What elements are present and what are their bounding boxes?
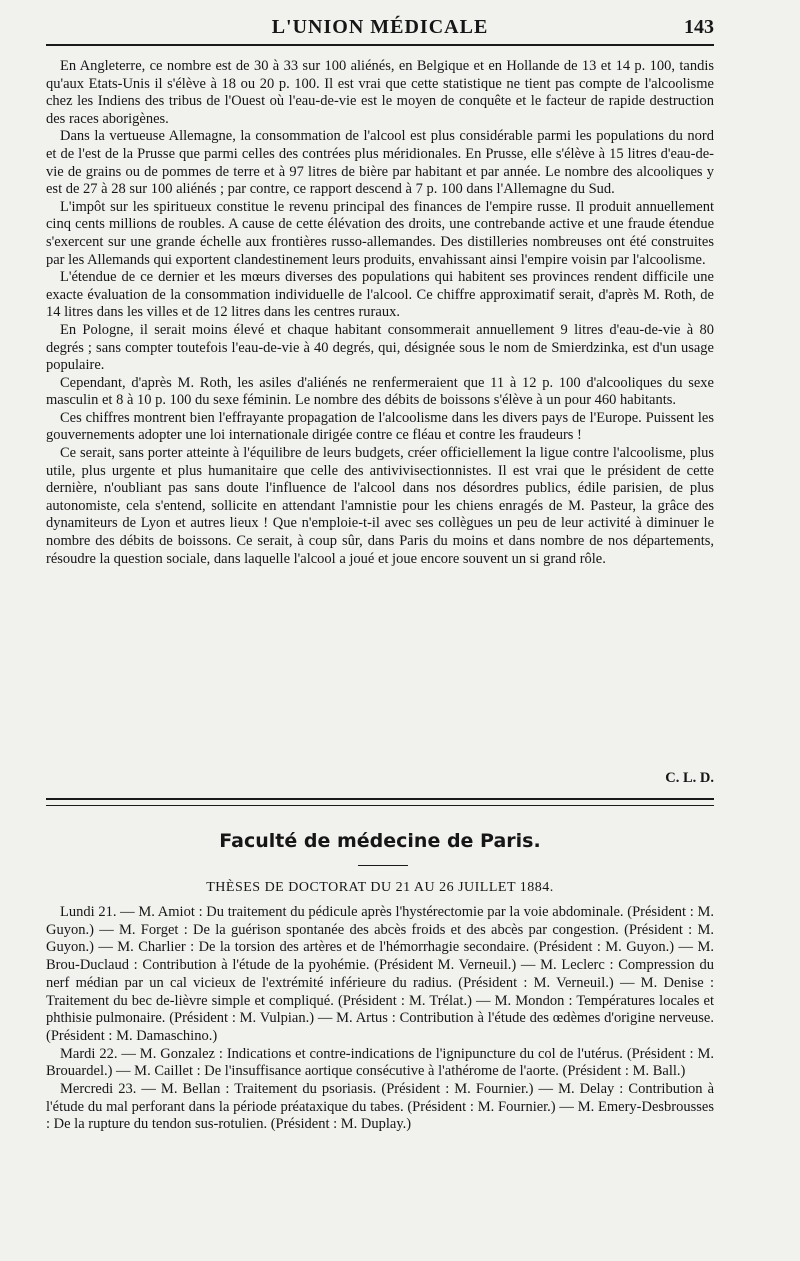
theses-entry: Mardi 22. — M. Gonzalez : Indications et contre-indications de l'ignipuncture du col de l'utérus. (Président : M. Brouardel.) — M. Caillet : De l'insuffisance aortique consécutive à l'athérome de l'aorte. (Président : M. Ball.): [46, 1045, 714, 1080]
page-header: [46, 10, 714, 44]
paragraph: En Angleterre, ce nombre est de 30 à 33 sur 100 aliénés, en Belgique et en Hollande de 13 et 14 p. 100, tandis qu'aux Etats-Unis il s'élève à 18 ou 20 p. 100. Il est vrai que cette statistique ne tient pas compte de l'alcoolisme chez les Indiens des tribus de l'Ouest où l'eau-de-vie est le moyen de conquête et le facteur de rapide destruction des races aborigènes.: [46, 58, 714, 127]
section-title: Faculté de médecine de Paris.: [219, 830, 541, 852]
paragraph: L'impôt sur les spiritueux constitue le revenu principal des finances de l'empire russe. Il produit annuellement cinq cents millions de roubles. A cause de cette élévation des droits, une contrebande active et une fraude étendue s'exercent sur une grande échelle aux frontières russo-allemandes. Des distilleries nombreuses ont été construites par les Allemands qui exportent clandestinement leurs produits, envahissant ainsi l'empire voisin par l'alcoolisme.: [46, 198, 714, 268]
paragraph: Cependant, d'après M. Roth, les asiles d'aliénés ne renfermeraient que 11 à 12 p. 100 d'alcooliques du sexe masculin et 8 à 10 p. 100 du sexe féminin. Le nombre des débits de boissons s'élève à un pour 460 habitants.: [46, 374, 714, 409]
theses-entry: Lundi 21. — M. Amiot : Du traitement du pédicule après l'hystérectomie par la voie abdominale. (Président : M. Guyon.) — M. Forget : De la guérison spontanée des abcès froids et des abcès par congestion. (Président : M. Guyon.) — M. Charlier : De la torsion des artères et de l'hémorrhagie secondaire. (Président : M. Guyon.) — M. Brou-Duclaud : Contribution à l'étude de la pyohémie. (Président M. Verneuil.) — M. Leclerc : Compression du nerf médian par un cal vicieux de l'extrémité inférieure du radius. (Président : M. Verneuil.) — M. Denise : Traitement du bec de-lièvre simple et compliqué. (Président : M. Trélat.) — M. Mondon : Températures locales et phthisie pulmonaire. (Président : M. Vulpian.) — M. Artus : Contribution à l'étude des œdèmes d'origine nerveuse. (Président : M. Damaschino.): [46, 904, 714, 1044]
theses-list: [46, 904, 714, 1134]
title-underline: [358, 865, 408, 866]
paragraph: L'étendue de ce dernier et les mœurs diverses des populations qui habitent ses provinces rendent difficile une exacte évaluation de la consommation individuelle de l'alcool. Ce chiffre approximatif serait, d'après M. Roth, de 14 litres dans les villes et de 12 litres dans les centres ruraux.: [46, 269, 714, 321]
theses-subheading: THÈSES DE DOCTORAT DU 21 AU 26 JUILLET 1884.: [206, 880, 554, 895]
section-divider: [46, 798, 714, 806]
article-body: [46, 58, 714, 568]
page-number: 143: [684, 16, 714, 38]
paragraph: Dans la vertueuse Allemagne, la consommation de l'alcool est plus considérable parmi les populations du nord et de l'est de la Prusse que parmi celles des contrées plus méridionales. En Prusse, elle s'élève à 15 litres d'eau-de-vie de grains ou de pommes de terre et à 97 litres de bière par habitant et par année. Le nombre des alcooliques y est de 27 à 28 sur 100 aliénés ; par contre, ce rapport descend à 7 p. 100 dans l'Allemagne du Sud.: [46, 128, 714, 198]
article-signature: C. L. D.: [665, 770, 714, 786]
paragraph: En Pologne, il serait moins élevé et chaque habitant consommerait annuellement 9 litres d'eau-de-vie à 80 degrés ; sans compter toutefois l'eau-de-vie à 40 degrés, qui, désignée sous le nom de Smierdzinka, est d'un usage populaire.: [46, 321, 714, 374]
running-title: L'UNION MÉDICALE: [271, 16, 489, 38]
paragraph: Ces chiffres montrent bien l'effrayante propagation de l'alcoolisme dans les divers pays de l'Europe. Puissent les gouvernements adopter une loi internationale dirigée contre ce fléau et contre les fraudeurs !: [46, 409, 714, 444]
header-rule: [46, 44, 714, 46]
paragraph: Ce serait, sans porter atteinte à l'équilibre de leurs budgets, créer officiellement la ligue contre l'alcoolisme, plus utile, plus urgente et plus humanitaire que celle des antivivisectionnistes. Il est vrai que le président de cette dernière, n'oubliant pas sans doute l'influence de l'alcool dans nos désordres publics, édile parisien, de plus autonomiste, cela s'entend, sollicite en attendant l'amnistie pour les chiens enragés de M. Pasteur, la grâce des dynamiteurs de Lyon et autres lieux ! Que n'emploie-t-il avec ses collègues un peu de leur activité à diminuer le nombre des débits de boissons. Ce serait, à coup sûr, dans Paris du moins et dans nombre de nos départements, résoudre la question sociale, dans laquelle l'alcool a joué et joue encore souvent un si grand rôle.: [46, 445, 714, 567]
theses-entry: Mercredi 23. — M. Bellan : Traitement du psoriasis. (Président : M. Fournier.) — M. Delay : Contribution à l'étude du mal perforant dans la période préataxique du tabes. (Président : M. Fournier.) — M. Emery-Desbrousses : De la rupture du tendon sus-rotulien. (Président : M. Duplay.): [46, 1081, 714, 1133]
